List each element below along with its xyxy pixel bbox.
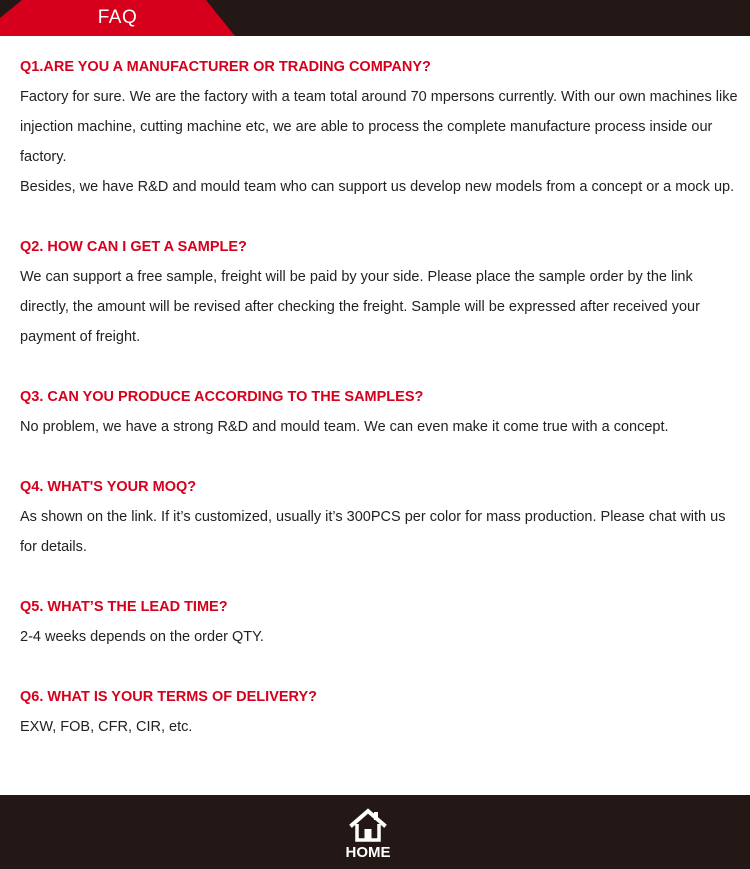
faq-question: Q4. WHAT'S YOUR MOQ? <box>20 479 197 495</box>
faq-item-1 <box>20 52 740 202</box>
faq-item-5 <box>20 592 740 652</box>
faq-answer: We can support a free sample, freight will be paid by your side. Please place the sample order by the link directly, the amount will be revised after checking the freight. Sample will be expressed after received your payment of freight. <box>20 269 700 345</box>
faq-answer: Besides, we have R&D and mould team who can support us develop new models from a concept or a mock up. <box>20 179 735 195</box>
spacer <box>20 562 740 592</box>
faq-answer: Factory for sure. We are the factory with a team total around 70 mpersons currently. With our own machines like injection machine, cutting machine etc, we are able to process the complete manufacture process inside our factory. <box>20 89 738 165</box>
faq-item-2 <box>20 232 740 352</box>
faq-question: Q1.ARE YOU A MANUFACTURER OR TRADING COMPANY? <box>20 59 431 75</box>
spacer <box>20 202 740 232</box>
faq-item-3 <box>20 382 740 442</box>
faq-answer: EXW, FOB, CFR, CIR, etc. <box>20 719 193 735</box>
spacer <box>20 652 740 682</box>
faq-answer: As shown on the link. If it’s customized, usually it’s 300PCS per color for mass production. Please chat with us for details. <box>20 509 726 555</box>
faq-question: Q5. WHAT’S THE LEAD TIME? <box>20 599 228 615</box>
spacer <box>20 442 740 472</box>
faq-answer: 2-4 weeks depends on the order QTY. <box>20 629 264 645</box>
faq-item-4 <box>20 472 740 562</box>
faq-question: Q3. CAN YOU PRODUCE ACCORDING TO THE SAMPLES? <box>20 389 424 405</box>
home-label: HOME <box>345 844 391 861</box>
home-icon <box>348 807 388 843</box>
footer-bar <box>0 795 750 869</box>
faq-title: FAQ <box>97 7 138 28</box>
faq-content <box>20 52 740 742</box>
faq-item-6 <box>20 682 740 742</box>
faq-question: Q2. HOW CAN I GET A SAMPLE? <box>20 239 247 255</box>
faq-answer: No problem, we have a strong R&D and mould team. We can even make it come true with a concept. <box>20 419 669 435</box>
faq-question: Q6. WHAT IS YOUR TERMS OF DELIVERY? <box>20 689 318 705</box>
faq-tab <box>0 0 235 36</box>
home-button[interactable] <box>325 795 411 869</box>
spacer <box>20 352 740 382</box>
